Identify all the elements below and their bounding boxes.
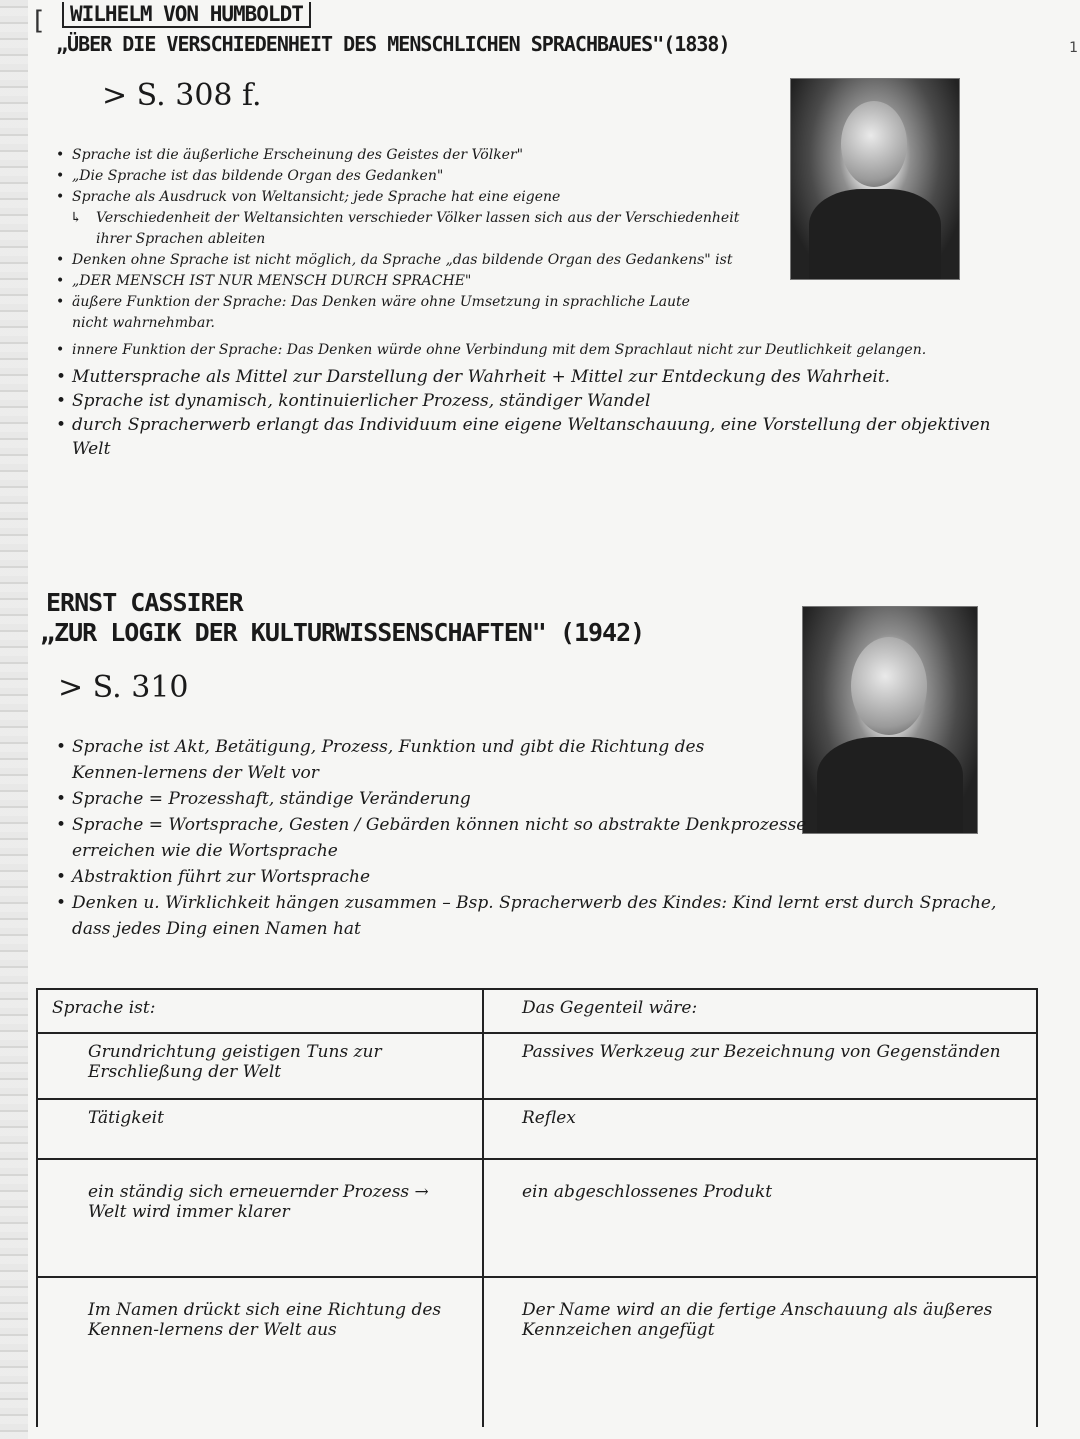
table-header-row xyxy=(37,989,1037,1033)
list-item: • Sprache ist Akt, Betätigung, Prozess, Funktion und gibt die Richtung des Kennen-lernens der Welt vor xyxy=(56,734,732,786)
table-cell: Der Name wird an die fertige Anschauung als äußeres Kennzeichen angefügt xyxy=(483,1277,1037,1427)
list-item: • äußere Funktion der Sprache: Das Denken wäre ohne Umsetzung in sprachliche Laute nicht wahrnehmbar. xyxy=(56,292,722,334)
humboldt-title: „ÜBER DIE VERSCHIEDENHEIT DES MENSCHLICHEN SPRACHBAUES"(1838) xyxy=(56,32,730,56)
page-number: 1 xyxy=(1069,40,1078,56)
list-item: • „DER MENSCH IST NUR MENSCH DURCH SPRACHE" xyxy=(56,271,996,292)
cassirer-page-ref: > S. 310 xyxy=(58,670,189,705)
list-item: • Sprache ist die äußerliche Erscheinung des Geistes der Völker" xyxy=(56,145,996,166)
portrait-head xyxy=(851,637,927,735)
list-item: • Sprache als Ausdruck von Weltansicht; jede Sprache hat eine eigene xyxy=(56,187,772,208)
table-header: Sprache ist: xyxy=(37,989,483,1033)
table-row xyxy=(37,1159,1037,1277)
list-item: • Sprache = Prozesshaft, ständige Veränderung xyxy=(56,786,1016,812)
list-item: • Denken ohne Sprache ist nicht möglich, da Sprache „das bildende Organ des Gedankens" ist xyxy=(56,250,772,271)
list-item: • Sprache = Wortsprache, Gesten / Gebärden können nicht so abstrakte Denkprozesse erreichen wie die Wortsprache xyxy=(56,812,812,864)
table-cell: Im Namen drückt sich eine Richtung des Kennen-lernens der Welt aus xyxy=(37,1277,483,1427)
cassirer-notes xyxy=(56,734,1016,942)
list-item: ↳ Verschiedenheit der Weltansichten verschieder Völker lassen sich aus der Verschiedenheit ihrer Sprachen ableiten xyxy=(70,208,746,250)
list-item: • innere Funktion der Sprache: Das Denken würde ohne Verbindung mit dem Sprachlaut nicht zur Deutlichkeit gelangen. xyxy=(56,340,932,361)
humboldt-page-ref: > S. 308 f. xyxy=(102,78,262,113)
bracket-mark: [ xyxy=(34,6,45,36)
table-cell: ein ständig sich erneuernder Prozess → Welt wird immer klarer xyxy=(37,1159,483,1277)
list-item: • Sprache ist dynamisch, kontinuierlicher Prozess, ständiger Wandel xyxy=(56,389,996,413)
comparison-table xyxy=(36,988,1038,1427)
table-row xyxy=(37,1277,1037,1427)
table-cell: ein abgeschlossenes Produkt xyxy=(483,1159,1037,1277)
list-item: • durch Spracherwerb erlangt das Individuum eine eigene Weltanschauung, eine Vorstellung der objektiven Welt xyxy=(56,413,996,461)
list-item: • Abstraktion führt zur Wortsprache xyxy=(56,864,1016,890)
table-cell: Grundrichtung geistigen Tuns zur Erschließung der Welt xyxy=(37,1033,483,1099)
list-item: • Muttersprache als Mittel zur Darstellung der Wahrheit + Mittel zur Entdeckung des Wahrheit. xyxy=(56,365,996,389)
table-row xyxy=(37,1033,1037,1099)
table-header: Das Gegenteil wäre: xyxy=(483,989,1037,1033)
table-cell: Tätigkeit xyxy=(37,1099,483,1159)
page-edge-shadow xyxy=(0,0,28,1439)
list-item: • „Die Sprache ist das bildende Organ des Gedanken" xyxy=(56,166,996,187)
list-item: • Denken u. Wirklichkeit hängen zusammen – Bsp. Spracherwerb des Kindes: Kind lernt erst durch Sprache, dass jedes Ding einen Namen hat xyxy=(56,890,1016,942)
humboldt-notes xyxy=(56,145,996,461)
cassirer-name: ERNST CASSIRER xyxy=(46,588,243,617)
table-cell: Passives Werkzeug zur Bezeichnung von Gegenständen xyxy=(483,1033,1037,1099)
table-row xyxy=(37,1099,1037,1159)
humboldt-name: WILHELM VON HUMBOLDT xyxy=(62,2,311,28)
table-cell: Reflex xyxy=(483,1099,1037,1159)
cassirer-title: „ZUR LOGIK DER KULTURWISSENSCHAFTEN" (1942) xyxy=(40,618,645,647)
